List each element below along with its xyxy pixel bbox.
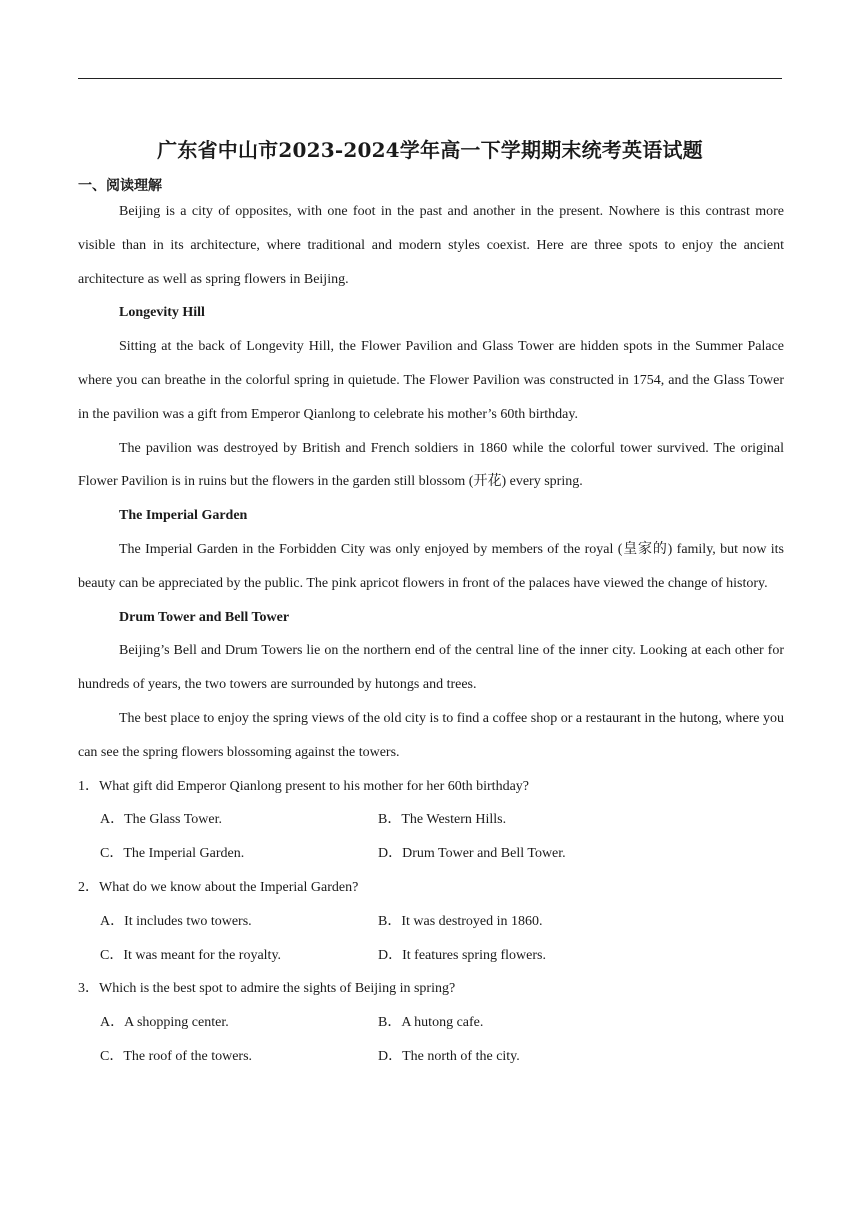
question-2-stem: 2．What do we know about the Imperial Garden? [78, 879, 359, 895]
q3-option-c: C．The roof of the towers. [100, 1048, 253, 1064]
paragraph-imperial-garden: The Imperial Garden in the Forbidden City was only enjoyed by members of the royal (皇家的) family, but now its beauty can be appreciated by the public. The pink apricot flowers in front of the palaces have viewed the change of history. [78, 541, 784, 591]
question-3-options-row1 [78, 1006, 784, 1040]
paragraph-pavilion-destroyed: The pavilion was destroyed by British and French soldiers in 1860 while the colorful tower survived. The original Flower Pavilion is in ruins but the flowers in the garden still blossom (开花) every spring. [78, 440, 784, 490]
q1-option-d: D．Drum Tower and Bell Tower. [378, 846, 566, 862]
subheading-longevity-hill: Longevity Hill [119, 305, 205, 321]
paragraph-towers: Beijing’s Bell and Drum Towers lie on the northern end of the central line of the inner city. Looking at each other for hundreds of years, the two towers are surrounded by hutongs and trees. [78, 643, 784, 693]
question-1-options-row1 [78, 803, 784, 837]
question-2-options-row2 [78, 939, 784, 973]
subheading-drum-bell-tower: Drum Tower and Bell Tower [119, 609, 290, 625]
paragraph-flower-pavilion: Sitting at the back of Longevity Hill, the Flower Pavilion and Glass Tower are hidden spots in the Summer Palace where you can breathe in the colorful spring in quietude. The Flower Pavilion was constructed in 1754, and the Glass Tower in the pavilion was a gift from Emperor Qianlong to celebrate his mother’s 60th birthday. [78, 339, 784, 422]
question-1-options-row2 [78, 837, 784, 871]
question-2-options-row1 [78, 905, 784, 939]
q3-option-a: A．A shopping center. [100, 1015, 229, 1031]
q3-option-d: D．The north of the city. [378, 1048, 520, 1064]
subheading-imperial-garden: The Imperial Garden [119, 508, 248, 524]
q2-option-b: B．It was destroyed in 1860. [378, 913, 543, 929]
q2-option-a: A．It includes two towers. [100, 913, 252, 929]
q2-option-d: D．It features spring flowers. [378, 947, 546, 963]
page-title: 广东省中山市2023-2024学年高一下学期期末统考英语试题 [157, 138, 703, 162]
paragraph-hutong: The best place to enjoy the spring views of the old city is to find a coffee shop or a restaurant in the hutong, where you can see the spring flowers blossoming against the towers. [78, 710, 784, 760]
reading-passage [78, 195, 784, 1074]
q1-option-b: B．The Western Hills. [378, 812, 507, 828]
q1-option-a: A．The Glass Tower. [100, 812, 223, 828]
section-heading: 一、阅读理解 [78, 178, 162, 194]
question-3-stem: 3．Which is the best spot to admire the sights of Beijing in spring? [78, 981, 456, 997]
header-rule [78, 78, 782, 79]
passage-intro: Beijing is a city of opposites, with one foot in the past and another in the present. Nowhere is this contrast more visible than in its architecture, where traditional and modern styles coexist. Here are three spots to enjoy the ancient architecture as well as spring flowers in Beijing. [78, 204, 784, 287]
q1-option-c: C．The Imperial Garden. [100, 846, 245, 862]
question-3-options-row2 [78, 1040, 784, 1074]
q3-option-b: B．A hutong cafe. [378, 1015, 484, 1031]
question-1-stem: 1．What gift did Emperor Qianlong present to his mother for her 60th birthday? [78, 778, 530, 794]
q2-option-c: C．It was meant for the royalty. [100, 947, 282, 963]
